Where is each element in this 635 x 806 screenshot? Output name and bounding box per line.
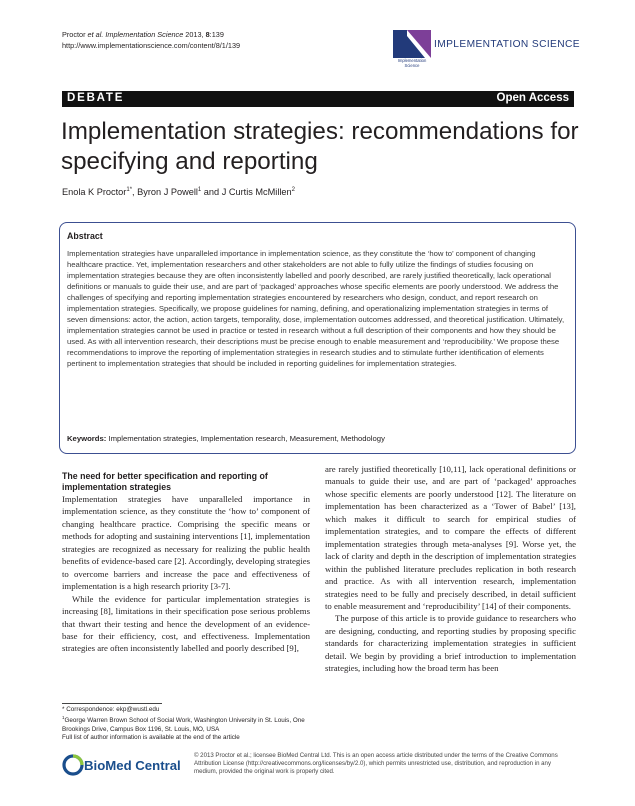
body-column-left (62, 471, 310, 655)
author-affil: 2 (291, 187, 295, 193)
open-access-label: Open Access (496, 92, 569, 104)
body-paragraph: While the evidence for particular implementation strategies is increasing [8], limitations in their specification pose serious problems that thwart their testing and hence the development of an evidence-base for their efficiency, cost, and effectiveness. Implementation strategies are often inconsistently labelled and poorly described [9], (62, 593, 310, 654)
article-type-banner (62, 91, 574, 107)
biomed-central-logo-icon (62, 753, 84, 777)
section-heading: The need for better specification and reporting of implementation strategies (62, 471, 268, 492)
logo-sub-line: Implementation (397, 58, 427, 63)
citation-line: Proctor et al. Implementation Science 2013, 8:139 (62, 30, 224, 39)
author-affil: 1 (197, 187, 202, 193)
author-affil: 1* (126, 187, 133, 193)
author-list: Enola K Proctor$^{1*}$, Byron J Powell$^1$ and J Curtis McMillen$^2$ (62, 187, 295, 198)
footnote-divider (62, 703, 162, 704)
publisher-name: BioMed Central (84, 758, 181, 773)
article-url[interactable]: http://www.implementationscience.com/content/8/1/139 (62, 40, 241, 50)
body-paragraph: are rarely justified theoretically [10,11], lack operational definitions or manuals to guide their use, and are part of ‘packaged’ approaches whose specific elements are poorly understood [12]. The literature on implementation has been characterized as a ‘Tower of Babel’ [13], which makes it difficult to search for empirical studies of implementation strategies, and to compare the effects of different implementation strategies through meta-analyses [9]. Worse yet, the lack of clarity and depth in the description of implementation strategies within the published literature precludes replication in both research and practice. As with all intervention research, implementation strategies need to be fully and precisely described, in detail sufficient to enable measurement and ‘reproducibility’ [14] of their components. (325, 464, 576, 611)
implementation-science-logo-icon (393, 30, 431, 58)
affiliation: $^1$George Warren Brown School of Social Work, Washington University in St. Louis, One Brookings Drive, Campus Box 1196, St. Louis, MO, USA (62, 715, 305, 733)
logo-subtitle (393, 59, 431, 69)
keywords (67, 434, 570, 443)
correspondence: * Correspondence: ekp@wustl.edu (62, 706, 160, 713)
footnotes (62, 706, 314, 743)
keywords-label: Keywords: (67, 434, 107, 443)
author-name: Byron J Powell (137, 187, 198, 198)
citation-header (62, 30, 240, 51)
implementation-science-logo (393, 30, 578, 70)
article-title: Implementation strategies: recommendations for specifying and reporting (61, 118, 579, 175)
logo-name: IMPLEMENTATION SCIENCE (434, 39, 580, 50)
author-name: J Curtis McMillen (221, 187, 292, 198)
author-name: Enola K Proctor (62, 187, 127, 198)
abstract-box (59, 222, 576, 454)
license-text: © 2013 Proctor et al.; licensee BioMed Central Ltd. This is an open access article distributed under the terms of the Creative Commons Attribution License (http://creativecommons.org/licenses/by/2.0), which permits unrestricted use, distribution, and reproduction in any medium, provided the original work is properly cited. (194, 752, 558, 776)
article-type-label: DEBATE (67, 92, 125, 104)
abstract-text: Implementation strategies have unparalleled importance in implementation science, as they constitute the ‘how to’ component of changing healthcare practice. Yet, implementation researchers and other stakeholders are not able to fully utilize the findings of studies focusing on implementation strategies because they are often inconsistently labelled and poorly described, are rarely justified theoretically, lack operational definitions or manuals to guide their use, and are part of ‘packaged’ approaches whose specific elements are poorly understood. We address the challenges of specifying and reporting implementation strategies encountered by researchers who design, conduct, and report research on implementation strategies. Specifically, we propose guidelines for naming, defining, and operationalizing implementation strategies in terms of seven dimensions: actor, the action, action targets, temporality, dose, implementation outcomes addressed, and theoretical justification. Ultimately, implementation strategies cannot be used in practice or tested in research without a full description of their components and how they should be used. As with all intervention research, their descriptions must be precise enough to enable measurement and ‘reproducibility.’ We propose these recommendations to improve the reporting of implementation strategies in research studies and to stimulate further identification of elements pertinent to implementation strategies that should be included in reporting guidelines for implementation strategies. (67, 249, 565, 368)
body-column-right (325, 463, 576, 675)
body-paragraph: Implementation strategies have unparalleled importance in implementation science, as they constitute the ‘how to’ component of changing healthcare practice. Comprising the specific means or methods for adopting and sustaining interventions [1], implementation strategies are recognized as necessary for realizing the public health benefits of evidence-based care [2]. Accordingly, developing strategies to overcome barriers and increase the pace and effectiveness of implementation is a high research priority [3-7]. (62, 494, 310, 592)
body-paragraph: The purpose of this article is to provide guidance to researchers who are designing, conducting, and reporting studies by proposing specific standards for characterizing implementation strategies in sufficient detail. We begin by providing a brief introduction to implementation strategies, including how the broad term has been (325, 613, 576, 674)
logo-sub-line: Science (404, 62, 420, 68)
abstract-heading: Abstract (67, 231, 103, 241)
biomed-central-logo (62, 753, 192, 777)
author-info-note: Full list of author information is available at the end of the article (62, 734, 240, 742)
keywords-list: Implementation strategies, Implementation research, Measurement, Methodology (106, 434, 385, 443)
